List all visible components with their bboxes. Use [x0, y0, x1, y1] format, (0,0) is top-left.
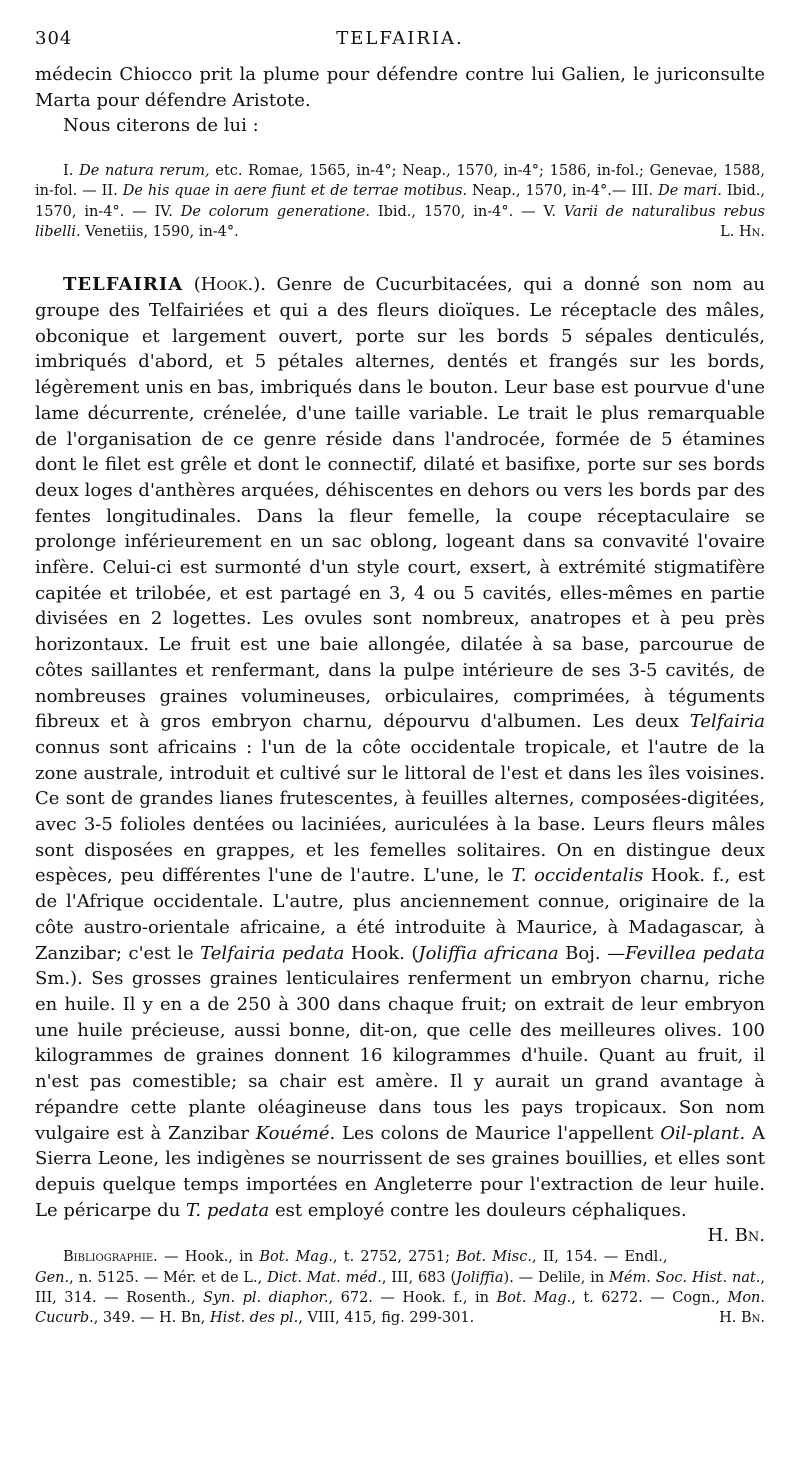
author-signature: L. Hn. — [720, 224, 765, 240]
work-2: II. De his quae in aere fiunt et de terrae motibus. Neap., 1570, in-4°.— — [101, 183, 632, 200]
running-header — [35, 28, 765, 62]
entry-headword: TELFAIRIA — [63, 274, 184, 296]
entry-signature: H. Bn. — [707, 1225, 765, 1247]
previous-entry — [35, 62, 765, 242]
work-4: IV. De colorum generatione. Ibid., 1570, in-4°. — — [154, 203, 544, 220]
bibliography-label: Bibliographie. — [63, 1249, 158, 1266]
works-list — [35, 161, 765, 242]
previous-entry-text: médecin Chiocco prit la plume pour défendre contre lui Galien, le juriconsulte Marta pour défendre Aristote. — [35, 64, 765, 111]
entry-telfairia: TELFAIRIA (Hook.). Genre de Cucurbitacées, qui a donné son nom au groupe des Telfairiées et qui a des fleurs dioïques. Le réceptacle des mâles, obconique et largement ouvert, porte sur les bords 5 sépales denticulés, imbriqués d'abord, et 5 pétales alternes, dentés et frangés sur les bords, légèrement unis en bas, imbriqués dans le bouton. Leur base est pourvue d'une lame décurrente, crénelée, d'une taille variable. Le trait le plus remarquable de l'organisation de ce genre réside dans l'androcée, formée de 5 étamines dont le filet est grêle et dont le connectif, dilaté et basifixe, porte sur ses bords deux loges d'anthères arquées, déhiscentes en dehors ou vers les bords par des fentes longitudinales. Dans la fleur femelle, la coupe réceptaculaire se prolonge inférieurement en un sac oblong, logeant dans sa convavité l'ovaire infère. Celui-ci est surmonté d'un style court, exsert, à extrémité stigmatifère capitée et trilobée, et est partagé en 3, 4 ou 5 cavités, elles-mêmes en partie divisées en 2 logettes. Les ovules sont nombreux, anatropes et à peu près horizontaux. Le fruit est une baie allongée, dilatée à sa base, parcourue de côtes saillantes et renfermant, dans la pulpe intérieure de ses 3-5 cavités, de nombreuses graines volumineuses, orbiculaires, comprimées, à téguments fibreux et à gros embryon charnu, dépourvu d'albumen. Les deux Telfairia connus sont africains : l'un de la côte occidentale tropicale, et l'autre de la zone australe, introduit et cultivé sur le littoral de l'est et dans les îles voisines. Ce sont de grandes lianes frutescentes, à feuilles alternes, composées-digitées, avec 3-5 folioles dentées ou laciniées, auriculées à la base. Leurs fleurs mâles sont disposées en grappes, et les femelles solitaires. On en distingue deux espèces, peu différentes l'une de l'autre. L'une, le T. occidentalis Hook. f., est de l'Afrique occidentale. L'autre, plus anciennement connue, originaire de la côte austro-orientale africaine, a été introduite à Maurice, à Madagascar, à Zanzibar; c'est le Telfairia pedata Hook. (Joliffia africana Boj. —Fevillea pedata Sm.). Ses grosses graines lenticulaires renferment un embryon charnu, riche en huile. Il y en a de 250 à 300 dans chaque fruit; on extrait de leur embryon une huile précieuse, aussi bonne, dit-on, que celle des meilleures olives. 100 kilogrammes de graines donnent 16 kilogrammes d'huile. Quant au fruit, il n'est pas comestible; sa chair est amère. Il y aurait un grand avantage à répandre cette plante oléagineuse dans tous les pays tropicaux. Son nom vulgaire est à Zanzibar Kouémé. Les colons de Maurice l'appellent Oil-plant. A Sierra Leone, les indigènes se nourrissent de ses graines bouillies, et elles sont depuis quelque temps importées en Angleterre pour l'extraction de leur huile. Le péricarpe du T. pedata est employé contre les douleurs céphaliques. H. Bn. — [35, 272, 765, 1223]
entry-authority: (Hook.). — [193, 274, 266, 296]
page-number: 304 — [35, 28, 73, 49]
work-1: I. De natura rerum, etc. Romae, 1565, in-4°; Neap., 1570, in-4°; 1586, in-fol.; Genevae, 1588, in-fol. — — [35, 163, 765, 200]
running-title: TELFAIRIA. — [336, 28, 464, 49]
bibliography-signature: H. Bn. — [719, 1310, 765, 1327]
previous-entry-intro: Nous citerons de lui : — [63, 115, 259, 137]
work-5: V. Varii de naturalibus rebus libelli. Venetiis, 1590, in-4°. — [35, 203, 765, 240]
bibliography: Bibliographie. — Hook., in Bot. Mag., t. 2752, 2751; Bot. Misc., II, 154. — Endl., Gen., n. 5125. — Mér. et de L., Dict. Mat. méd., III, 683 (Joliffia). — Delile, in Mém. Soc. Hist. nat., III, 314. — Rosenth., Syn. pl. diaphor., 672. — Hook. f., in Bot. Mag., t. 6272. — Cogn., Mon. Cucurb., 349. — H. Bn, Hist. des pl., VIII, 415, fig. 299-301. H. Bn. — [35, 1247, 765, 1328]
work-3: III. De mari. Ibid., 1570, in-4°. — — [35, 183, 766, 220]
page — [35, 28, 765, 1329]
